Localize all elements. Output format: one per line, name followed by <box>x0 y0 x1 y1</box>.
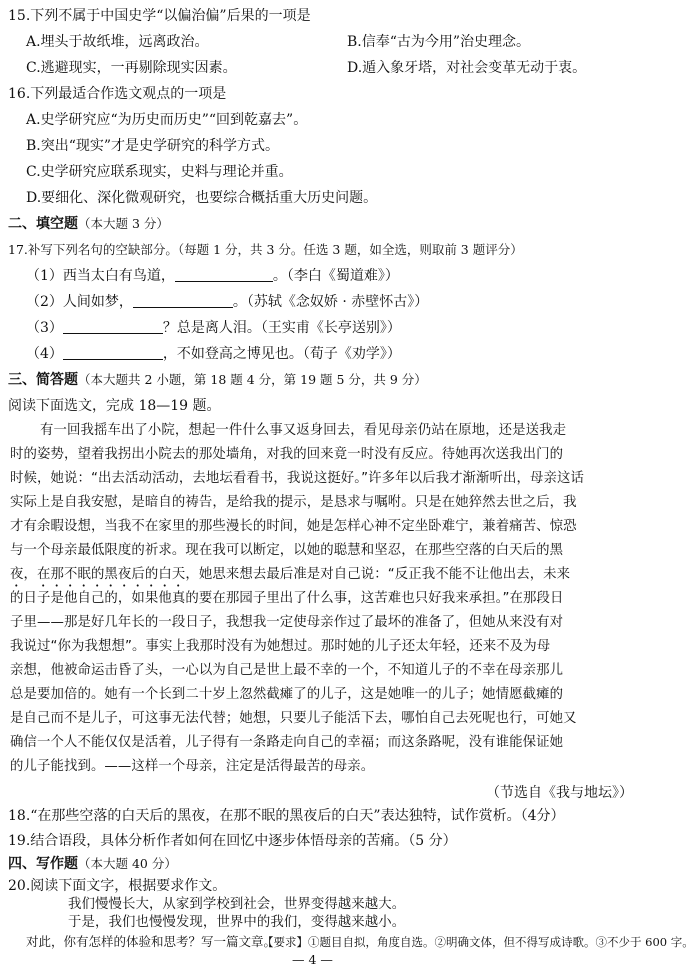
q20-stem: 20.阅读下面文字，根据要求作文。 <box>8 878 227 894</box>
passage-line <box>10 565 570 590</box>
q18: 18.“在那些空落的白天后的黑夜，在那不眠的黑夜后的白天”表达独特，试作赏析。（4分） <box>8 808 565 824</box>
section3-note: （本大题共 2 小题，第 18 题 4 分，第 19 题 5 分，共 9 分） <box>78 372 427 387</box>
q17-item-2 <box>26 292 428 312</box>
passage-line: 才有余暇设想，当我不在家里的那些漫长的时间，她是怎样心神不定坐卧难宁，兼着痛苦、惊恐 <box>10 519 577 534</box>
q17-item-1-post: 。（李白《蜀道难》） <box>272 268 399 284</box>
passage-line: 时的姿势，望着我拐出小院去的那处墙角，对我的回来竟一时没有反应。待她再次送我出门的 <box>10 447 564 462</box>
passage-source: （节选自《我与地坛》） <box>486 785 633 801</box>
q17-item-4 <box>26 344 401 364</box>
q17-item-3-post: ？总是离人泪。（王实甫《长亭送别》） <box>162 320 401 336</box>
q17-item-3 <box>26 318 401 338</box>
q20-prompt-line: 我们慢慢长大，从家到学校到社会，世界变得越来越大。 <box>68 897 406 912</box>
q17-item-1 <box>26 266 399 286</box>
q17-item-4-post: ，不如登高之博见也。（荀子《劝学》） <box>162 346 401 362</box>
q19: 19.结合语段，具体分析作者如何在回忆中逐步体悟母亲的苦痛。（5 分） <box>8 833 457 849</box>
q15-option-c: C.逃避现实，一再剔除现实因素。 <box>26 60 237 76</box>
q15-option-d: D.遁入象牙塔，对社会变革无动于衷。 <box>347 60 587 76</box>
q17-item-2-post: 。（苏轼《念奴娇 · 赤壁怀古》） <box>232 294 429 310</box>
q17-stem: 17.补写下列名句的空缺部分。（每题 1 分，共 3 分。任选 3 题，如全选，则取前 3 题评分） <box>8 242 523 257</box>
q17-item-4-pre: （4） <box>26 346 63 362</box>
q16-option-d: D.要细化、深化微观研究，也要综合概括重大历史问题。 <box>26 190 378 206</box>
passage-line: 是自己而不是儿子，可这事无法代替；她想，只要儿子能活下去，哪怕自己去死呢也行，可她又 <box>10 711 577 726</box>
section4-heading <box>8 854 177 874</box>
passage-line: 总是要加倍的。她有一个长到二十岁上忽然截瘫了的儿子，这是她唯一的儿子；她情愿截瘫的 <box>10 687 564 702</box>
q15-option-b: B.信奉“古为今用”治史理念。 <box>347 34 531 50</box>
section4-note: （本大题 40 分） <box>78 856 177 871</box>
passage-line: 的儿子能找到。——这样一个母亲，注定是活得最苦的母亲。 <box>10 759 375 774</box>
answer-blank[interactable] <box>175 267 273 282</box>
passage-line-rest: ，她思来想去最后准是对自己说：“反正我不能不让他出去，未来 <box>185 567 571 582</box>
section2-note: （本大题 3 分） <box>78 216 169 231</box>
passage-line: 亲想，他被命运击昏了头，一心以为自己是世上最不幸的一个，不知道儿子的不幸在母亲那儿 <box>10 663 564 678</box>
q16-option-a: A.史学研究应“为历史而历史”“回到乾嘉去”。 <box>26 112 308 128</box>
answer-blank[interactable] <box>63 319 163 334</box>
section3-heading <box>8 370 427 390</box>
passage-line: 实际上是自我安慰，是暗自的祷告，是给我的提示，是恳求与嘱咐。只是在她猝然去世之后，我 <box>10 495 577 510</box>
q15-option-a: A.埋头于故纸堆，远离政治。 <box>26 34 209 50</box>
answer-blank[interactable] <box>133 293 233 308</box>
q16-option-b: B.突出“现实”才是史学研究的科学方式。 <box>26 138 280 154</box>
q20-requirements: 【要求】①题目自拟，角度自选。②明确文体，但不得写成诗歌。③不少于 600 字。 <box>262 935 694 949</box>
q15-stem: 15.下列不属于中国史学“以偏治偏”后果的一项是 <box>8 8 311 24</box>
section2-heading <box>8 214 169 234</box>
q17-item-1-pre: （1）西当太白有鸟道， <box>26 268 175 284</box>
page-number: — 4 — <box>292 952 333 967</box>
passage-line: 有一回我摇车出了小院，想起一件什么事又返身回去，看见母亲仍站在原地，还是送我走 <box>40 423 567 438</box>
q17-item-3-pre: （3） <box>26 320 63 336</box>
section4-title: 四、写作题 <box>8 856 78 872</box>
q20-prompt-line: 于是，我们也慢慢发现，世界中的我们，变得越来越小。 <box>68 915 406 930</box>
emphasized-phrase: 夜，在那不眠的黑夜后的白天 <box>10 567 186 582</box>
passage-line: 我说过“你为我想想”。事实上我那时没有为她想过。那时她的儿子还太年轻，还来不及为母 <box>10 639 551 654</box>
passage-line: 时候，她说：“出去活动活动，去地坛看看书，我说这挺好。”许多年以后我才渐渐听出，母亲这话 <box>10 471 584 486</box>
q17-item-2-pre: （2）人间如梦， <box>26 294 133 310</box>
section2-title: 二、填空题 <box>8 216 78 232</box>
passage-line: 与一个母亲最低限度的祈求。现在我可以断定，以她的聪慧和坚忍，在那些空落的白天后的黑 <box>10 543 564 558</box>
q20-question: 对此，你有怎样的体验和思考？写一篇文章。 <box>26 934 277 949</box>
passage-line: 确信一个人不能仅仅是活着，儿子得有一条路走向自己的幸福；而这条路呢，没有谁能保证她 <box>10 735 564 750</box>
q16-stem: 16.下列最适合作选文观点的一项是 <box>8 86 227 102</box>
passage-line: 的日子是他自己的，如果他真的要在那园子里出了什么事，这苦难也只好我来承担。”在那段日 <box>10 591 564 606</box>
section3-title: 三、简答题 <box>8 372 78 388</box>
q16-option-c: C.史学研究应联系现实，史料与理论并重。 <box>26 164 293 180</box>
answer-blank[interactable] <box>63 345 163 360</box>
passage-line: 子里——那是好几年长的一段日子，我想我一定使母亲作过了最坏的准备了，但她从来没有对 <box>10 615 564 630</box>
reading-intro: 阅读下面选文，完成 18—19 题。 <box>8 398 221 414</box>
